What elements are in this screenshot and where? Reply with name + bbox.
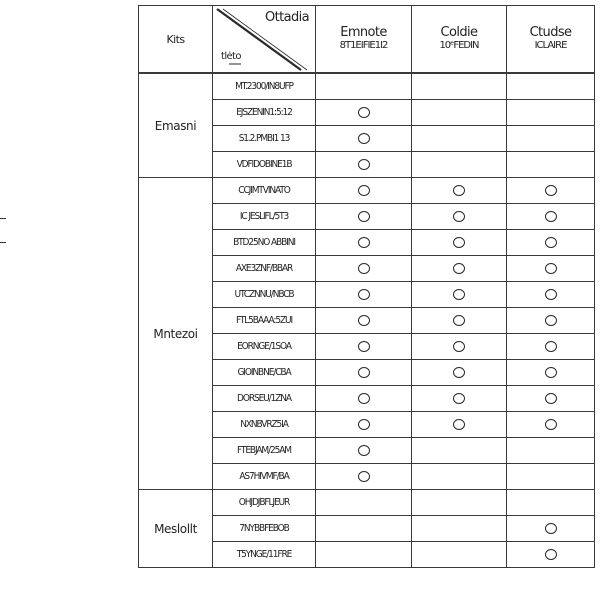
circle-mark-icon: [453, 263, 465, 274]
circle-mark-icon: [545, 315, 557, 326]
mark-cell-col-2: [412, 334, 507, 360]
column-header-3: [507, 6, 595, 73]
circle-mark-icon: [358, 159, 370, 170]
circle-mark-icon: [358, 315, 370, 326]
circle-mark-icon: [545, 341, 557, 352]
mark-cell-col-1: [316, 126, 412, 152]
column-header-1-sub: 8T1EIFIE1I2: [339, 40, 388, 51]
mark-cell-col-3: [507, 360, 595, 386]
circle-mark-icon: [358, 263, 370, 274]
table-row: [139, 490, 595, 516]
mark-cell-col-3: [507, 542, 595, 568]
mark-cell-col-2: [412, 386, 507, 412]
circle-mark-icon: [358, 133, 370, 144]
item-code: T5YNGE/11FRE: [213, 542, 316, 568]
mark-cell-col-1: [316, 230, 412, 256]
item-code: DORSEU/1ZNA: [213, 386, 316, 412]
circle-mark-icon: [453, 367, 465, 378]
item-code: UTCZNNU/NBCB: [213, 282, 316, 308]
circle-mark-icon: [545, 523, 557, 534]
mark-cell-col-2: [412, 282, 507, 308]
circle-mark-icon: [453, 237, 465, 248]
mark-cell-col-3: [507, 178, 595, 204]
mark-cell-col-2: [412, 256, 507, 282]
mark-cell-col-2: [412, 360, 507, 386]
mark-cell-col-1: [316, 412, 412, 438]
circle-mark-icon: [453, 393, 465, 404]
mark-cell-col-3: [507, 438, 595, 464]
row-label-text: Kits: [166, 32, 185, 46]
mark-cell-col-1: [316, 516, 412, 542]
mark-cell-col-3: [507, 230, 595, 256]
circle-mark-icon: [358, 341, 370, 352]
mark-cell-col-2: [412, 438, 507, 464]
row-label-header: [139, 6, 213, 73]
circle-mark-icon: [358, 445, 370, 456]
mark-cell-col-2: [412, 152, 507, 178]
circle-mark-icon: [453, 211, 465, 222]
circle-mark-icon: [453, 315, 465, 326]
column-header-3-sub: ICLAIRE: [534, 40, 567, 51]
mark-cell-col-3: [507, 412, 595, 438]
item-code: AXE3ZNF/BBAR: [213, 256, 316, 282]
circle-mark-icon: [358, 367, 370, 378]
margin-tick-upper: [0, 218, 6, 219]
mark-cell-col-1: [316, 152, 412, 178]
item-code: BTD25NO ABBINI: [213, 230, 316, 256]
item-code: NXNBVRZ5IA: [213, 412, 316, 438]
item-code: GIOINBNE/CBA: [213, 360, 316, 386]
mark-cell-col-1: [316, 490, 412, 516]
mark-cell-col-3: [507, 308, 595, 334]
circle-mark-icon: [453, 185, 465, 196]
group-label: Mntezoi: [139, 178, 213, 490]
mark-cell-col-2: [412, 230, 507, 256]
circle-mark-icon: [453, 419, 465, 430]
circle-mark-icon: [545, 211, 557, 222]
circle-mark-icon: [358, 107, 370, 118]
mark-cell-col-2: [412, 204, 507, 230]
availability-table: [138, 5, 595, 568]
mark-cell-col-3: [507, 256, 595, 282]
mark-cell-col-2: [412, 464, 507, 490]
mark-cell-col-1: [316, 360, 412, 386]
mark-cell-col-3: [507, 74, 595, 100]
mark-cell-col-1: [316, 308, 412, 334]
mark-cell-col-3: [507, 334, 595, 360]
mark-cell-col-3: [507, 490, 595, 516]
diagonal-top-label: Ottadia: [264, 10, 309, 25]
mark-cell-col-1: [316, 542, 412, 568]
mark-cell-col-2: [412, 126, 507, 152]
mark-cell-col-3: [507, 464, 595, 490]
column-header-2-name: Coldie: [440, 25, 478, 40]
circle-mark-icon: [545, 185, 557, 196]
diagonal-header-cell: [213, 6, 316, 73]
mark-cell-col-1: [316, 464, 412, 490]
item-code: MT.2300/IN8UFP: [213, 74, 316, 100]
mark-cell-col-3: [507, 100, 595, 126]
item-code: EJSZENIN1:5:12: [213, 100, 316, 126]
mark-cell-col-3: [507, 126, 595, 152]
table-body: [139, 74, 595, 568]
circle-mark-icon: [453, 289, 465, 300]
circle-mark-icon: [453, 341, 465, 352]
item-code: FTL5BAAA:5ZUI: [213, 308, 316, 334]
mark-cell-col-3: [507, 282, 595, 308]
mark-cell-col-3: [507, 516, 595, 542]
item-code: CCJIMTVINATO: [213, 178, 316, 204]
circle-mark-icon: [545, 289, 557, 300]
circle-mark-icon: [358, 419, 370, 430]
column-header-1: [316, 6, 412, 73]
group-label: Emasni: [139, 74, 213, 178]
column-header-2-sub: 10ᵉFEDIN: [439, 40, 479, 51]
column-header-2: [412, 6, 507, 73]
item-code: AS7HIVMF/BA: [213, 464, 316, 490]
mark-cell-col-1: [316, 100, 412, 126]
circle-mark-icon: [545, 237, 557, 248]
mark-cell-col-1: [316, 256, 412, 282]
circle-mark-icon: [545, 367, 557, 378]
mark-cell-col-1: [316, 438, 412, 464]
circle-mark-icon: [545, 419, 557, 430]
circle-mark-icon: [545, 393, 557, 404]
mark-cell-col-1: [316, 74, 412, 100]
item-code: EORNGE/1SOA: [213, 334, 316, 360]
table-row: [139, 74, 595, 100]
mark-cell-col-1: [316, 386, 412, 412]
column-header-3-name: Ctudse: [529, 25, 572, 40]
item-code: 7NYBBFEBOB: [213, 516, 316, 542]
circle-mark-icon: [358, 211, 370, 222]
mark-cell-col-2: [412, 178, 507, 204]
mark-cell-col-2: [412, 100, 507, 126]
mark-cell-col-2: [412, 308, 507, 334]
diagonal-bottom-label: tlėto: [221, 51, 241, 62]
item-code: VDFIDOBINE1B: [213, 152, 316, 178]
table-row: [139, 178, 595, 204]
mark-cell-col-3: [507, 152, 595, 178]
circle-mark-icon: [358, 393, 370, 404]
mark-cell-col-3: [507, 204, 595, 230]
mark-cell-col-2: [412, 516, 507, 542]
circle-mark-icon: [358, 471, 370, 482]
mark-cell-col-1: [316, 204, 412, 230]
mark-cell-col-2: [412, 542, 507, 568]
circle-mark-icon: [358, 185, 370, 196]
mark-cell-col-2: [412, 74, 507, 100]
item-code: S1.2.PMBI1 13: [213, 126, 316, 152]
circle-mark-icon: [545, 549, 557, 560]
mark-cell-col-2: [412, 412, 507, 438]
margin-tick-lower: [0, 242, 6, 243]
circle-mark-icon: [545, 263, 557, 274]
column-header-1-name: Emnote: [340, 25, 387, 40]
item-code: FTEBJAM/25AM: [213, 438, 316, 464]
group-label: Meslollt: [139, 490, 213, 568]
item-code: IC JESLIFL/5T3: [213, 204, 316, 230]
circle-mark-icon: [358, 289, 370, 300]
mark-cell-col-3: [507, 386, 595, 412]
item-code: OHJDJBFLJEUR: [213, 490, 316, 516]
mark-cell-col-1: [316, 178, 412, 204]
mark-cell-col-2: [412, 490, 507, 516]
header-row: [139, 6, 595, 73]
mark-cell-col-1: [316, 282, 412, 308]
circle-mark-icon: [358, 237, 370, 248]
mark-cell-col-1: [316, 334, 412, 360]
